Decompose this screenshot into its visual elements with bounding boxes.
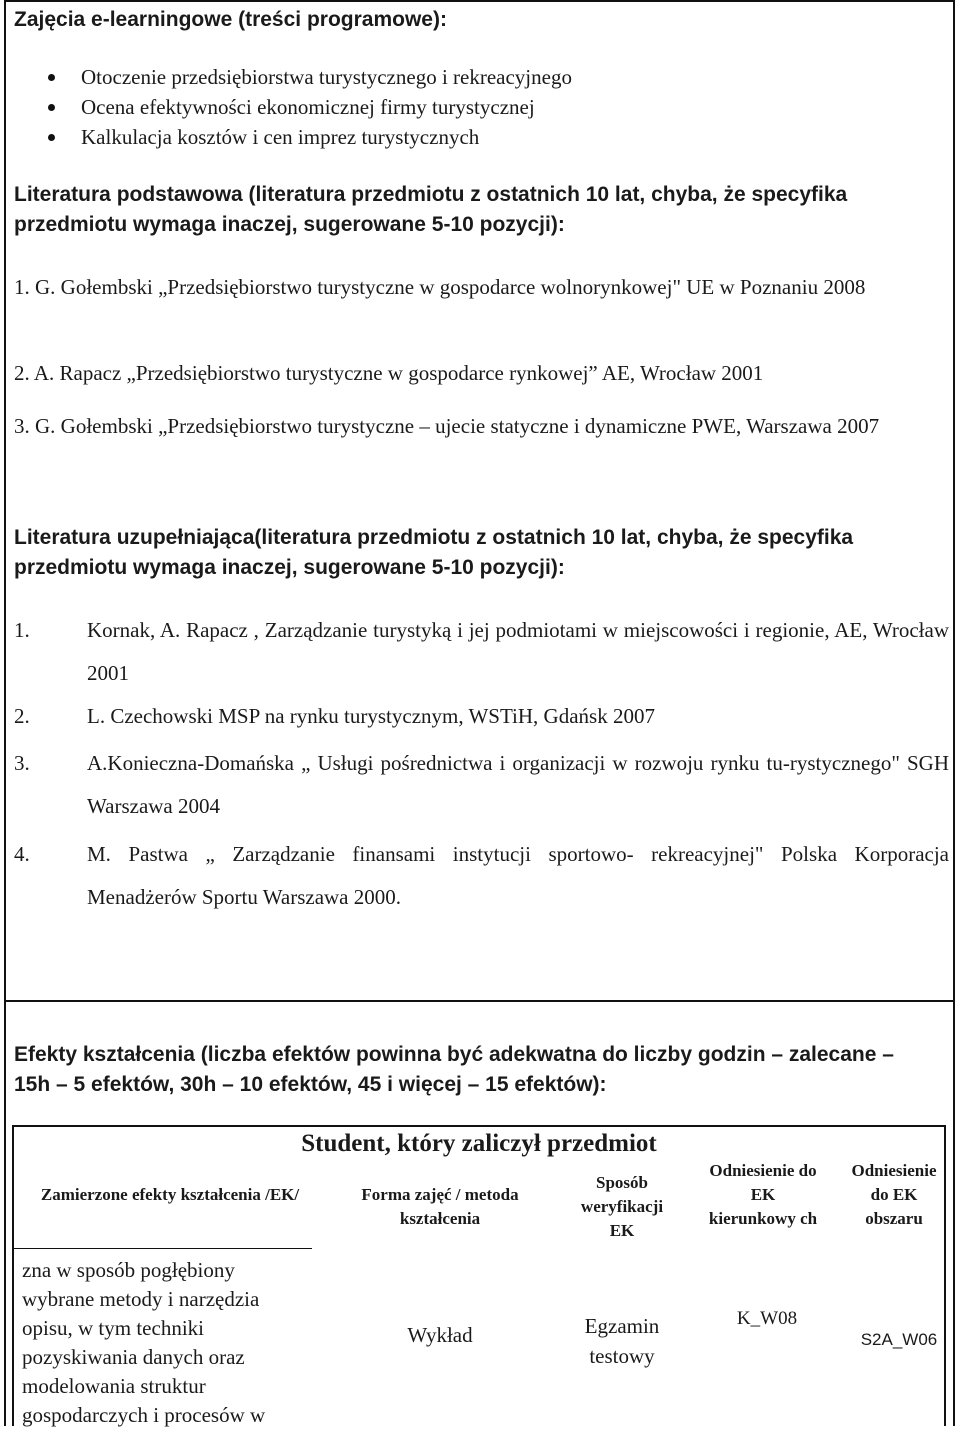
area-cell: S2A_W06 (860, 1330, 938, 1349)
table-row-divider (12, 1248, 312, 1249)
supp-lit-ref: 1. Kornak, A. Rapacz , Zarządzanie turystyką i jej podmiotami w miejscowości i regionie, AE, Wrocław 2001 (14, 618, 949, 685)
verification-cell: Egzamin testowy (584, 1314, 660, 1368)
supp-lit-heading: Literatura uzupełniająca(literatura przedmiotu z ostatnich 10 lat, chyba, że specyfika przedmiotu wymaga inaczej, sugerowane 5-10 pozycji): (14, 526, 854, 579)
elearning-item: Kalkulacja kosztów i cen imprez turystycznych (48, 125, 479, 150)
col-header-verification: Sposób weryfikacji EK (580, 1173, 664, 1240)
supp-lit-ref: 4. M. Pastwa „ Zarządzanie finansami instytucji sportowo- rekreacyjnej" Polska Korporacja Menadżerów Sportu Warszawa 2000. (14, 842, 949, 909)
effects-table (12, 1125, 946, 1426)
supp-lit-ref: 3. A.Konieczna-Domańska „ Usługi pośrednictwa i organizacji w rozwoju rynku tu-rystycznego" SGH Warszawa 2004 (14, 751, 949, 818)
supp-lit-ref: 2. L. Czechowski MSP na rynku turystycznym, WSTiH, Gdańsk 2007 (14, 704, 655, 728)
section-divider (4, 1000, 955, 1002)
top-border (4, 0, 955, 2)
bullet-icon (48, 134, 55, 141)
elearning-item: Otoczenie przedsiębiorstwa turystycznego i rekreacyjnego (48, 65, 572, 90)
form-cell: Wykład (407, 1323, 473, 1347)
col-header-effects: Zamierzone efekty kształcenia /EK/ (40, 1185, 300, 1204)
bullet-icon (48, 104, 55, 111)
effect-description: zna w sposób pogłębiony wybrane metody i narzędzia opisu, w tym techniki pozyskiwania danych oraz modelowania struktur gospodarczych i procesów w (22, 1258, 266, 1427)
direction-cell: K_W08 (736, 1308, 798, 1329)
elearning-item: Ocena efektywności ekonomicznej firmy turystycznej (48, 95, 535, 120)
table-border (12, 1125, 14, 1426)
table-banner: Student, który zaliczył przedmiot (301, 1130, 657, 1157)
col-header-area: Odniesienie do EK obszaru (851, 1161, 937, 1228)
basic-lit-ref: 2. A. Rapacz „Przedsiębiorstwo turystyczne w gospodarce rynkowej” AE, Wrocław 2001 (14, 361, 764, 385)
basic-lit-ref: 3. G. Gołembski „Przedsiębiorstwo turystyczne – ujecie statyczne i dynamiczne PWE, Warszawa 2007 (14, 414, 880, 438)
basic-lit-heading: Literatura podstawowa (literatura przedmiotu z ostatnich 10 lat, chyba, że specyfika przedmiotu wymaga inaczej, sugerowane 5-10 pozycji): (14, 183, 848, 236)
effects-heading: Efekty kształcenia (liczba efektów powinna być adekwatna do liczby godzin – zalecane – 15h – 5 efektów, 30h – 10 efektów, 45 i więcej – 15 efektów): (14, 1043, 894, 1096)
col-header-direction: Odniesienie do EK kierunkowy ch (708, 1161, 818, 1228)
basic-lit-ref: 1. G. Gołembski „Przedsiębiorstwo turystyczne w gospodarce wolnorynkowej" UE w Poznaniu 2008 (14, 275, 866, 299)
col-header-form: Forma zajęć / metoda kształcenia (361, 1185, 519, 1228)
bullet-icon (48, 74, 55, 81)
elearning-title: Zajęcia e-learningowe (treści programowe): (14, 8, 447, 31)
